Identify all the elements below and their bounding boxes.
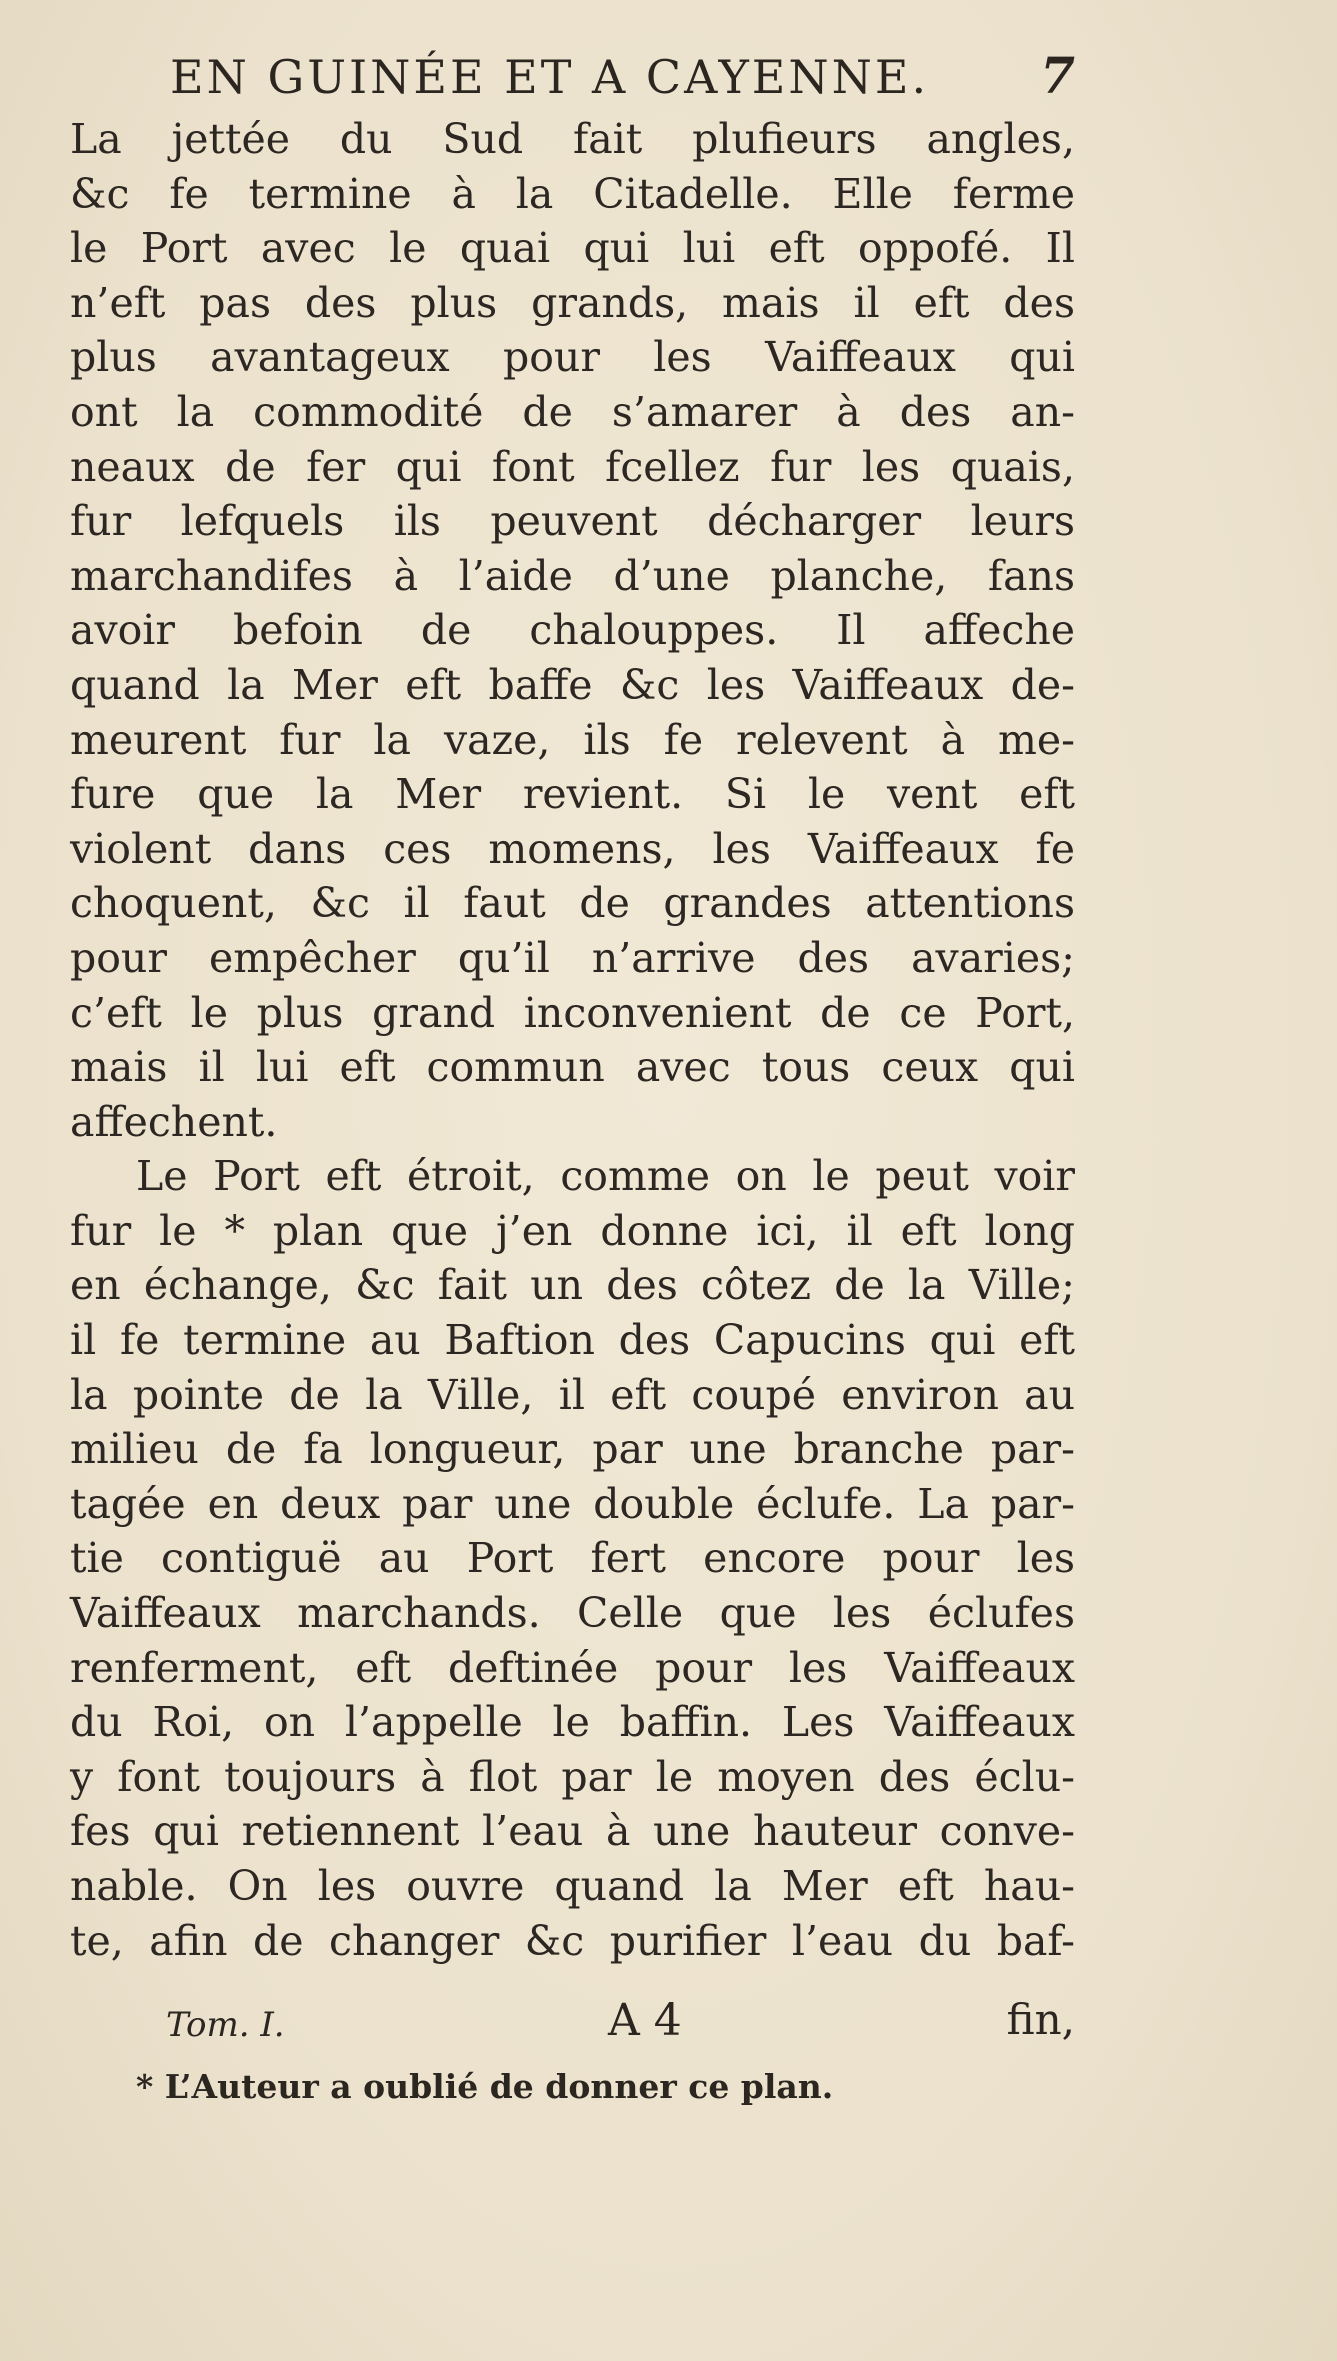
text-line: fure que la Mer revient. Si le vent eft xyxy=(70,770,1075,819)
text-line: milieu de fa longueur, par une branche par- xyxy=(70,1425,1075,1474)
text-line: y font toujours à flot par le moyen des éclu- xyxy=(70,1752,1075,1801)
running-head: EN GUINÉE ET A CAYENNE. xyxy=(170,50,930,104)
footnote: * L’Auteur a oublié de donner ce plan. xyxy=(136,2067,834,2106)
text-line: tie contiguë au Port fert encore pour les xyxy=(70,1534,1075,1583)
text-line: fes qui retiennent l’eau à une hauteur conve- xyxy=(70,1807,1075,1856)
text-line: affechent. xyxy=(70,1097,278,1146)
text-line: &c fe termine à la Citadelle. Elle ferme xyxy=(70,169,1075,218)
text-line: il fe termine au Baftion des Capucins qui eft xyxy=(70,1316,1075,1365)
catchword: fin, xyxy=(1006,1995,1075,2044)
text-line: marchandifes à l’aide d’une planche, fans xyxy=(70,551,1075,600)
text-line: avoir befoin de chalouppes. Il affeche xyxy=(70,606,1075,655)
signature-mark: A 4 xyxy=(608,1995,682,2046)
page-footer xyxy=(70,1995,1075,2055)
text-line: en échange, &c fait un des côtez de la Ville; xyxy=(70,1261,1075,1310)
text-line: quand la Mer eft baffe &c les Vaiffeaux de- xyxy=(70,660,1075,709)
text-line: nable. On les ouvre quand la Mer eft hau- xyxy=(70,1862,1075,1910)
text-line: c’eft le plus grand inconvenient de ce Port, xyxy=(70,988,1075,1037)
text-line: renferment, eft deftinée pour les Vaiffeaux xyxy=(70,1643,1075,1692)
text-line: n’eft pas des plus grands, mais il eft des xyxy=(70,278,1075,327)
text-line: fur le * plan que j’en donne ici, il eft long xyxy=(70,1206,1075,1255)
volume-signature: Tom. I. xyxy=(166,2005,285,2045)
text-line: ont la commodité de s’amarer à des an- xyxy=(70,387,1075,436)
text-line: plus avantageux pour les Vaiffeaux qui xyxy=(70,333,1075,382)
text-line: violent dans ces momens, les Vaiffeaux fe xyxy=(70,824,1075,873)
text-line: Vaiffeaux marchands. Celle que les éclufes xyxy=(70,1589,1075,1638)
text-line: neaux de fer qui font fcellez fur les quais, xyxy=(70,442,1075,491)
text-line: la pointe de la Ville, il eft coupé environ au xyxy=(70,1370,1075,1419)
text-line: mais il lui eft commun avec tous ceux qui xyxy=(70,1043,1075,1092)
text-line: le Port avec le quai qui lui eft oppofé. Il xyxy=(70,224,1075,273)
text-line: choquent, &c il faut de grandes attentions xyxy=(70,879,1075,928)
text-line: pour empêcher qu’il n’arrive des avaries; xyxy=(70,933,1075,982)
text-line: fur lefquels ils peuvent décharger leurs xyxy=(70,497,1075,546)
text-line: te, afin de changer &c purifier l’eau du baf- xyxy=(70,1916,1075,1965)
page-number: 7 xyxy=(1040,46,1075,105)
text-line: meurent fur la vaze, ils fe relevent à me- xyxy=(70,715,1075,764)
text-line: La jettée du Sud fait plufieurs angles, xyxy=(70,115,1075,163)
body-text xyxy=(70,112,1075,1968)
text-line: du Roi, on l’appelle le baffin. Les Vaiffeaux xyxy=(70,1698,1075,1747)
paragraph-start-line: Le Port eft étroit, comme on le peut voir xyxy=(136,1152,1075,1201)
text-line: tagée en deux par une double éclufe. La par- xyxy=(70,1479,1075,1528)
page-header xyxy=(70,42,1075,112)
